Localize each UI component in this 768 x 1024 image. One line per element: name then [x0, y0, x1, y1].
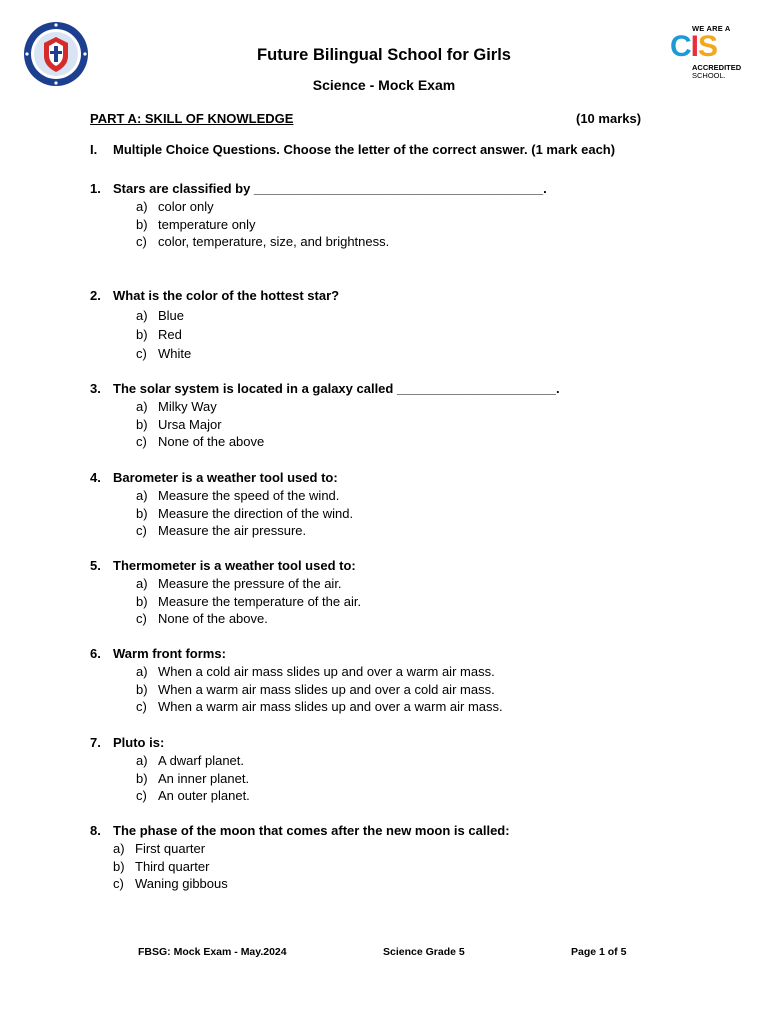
option-b[interactable]: b) An inner planet. — [136, 770, 250, 786]
question-text: Pluto is: — [113, 735, 165, 750]
question-5 — [90, 557, 730, 628]
school-name: Future Bilingual School for Girls — [257, 46, 511, 64]
cis-letter-s: S — [698, 30, 718, 63]
cis-letter-i: I — [690, 30, 699, 63]
question-text: Warm front forms: — [113, 646, 226, 661]
option-a[interactable]: a) Blue — [136, 308, 185, 323]
option-a[interactable]: a) color only — [136, 199, 214, 214]
section-instruction-text: Multiple Choice Questions. Choose the letter of the correct answer. (1 mark each) — [113, 142, 616, 157]
option-a[interactable]: a) Milky Way — [136, 399, 217, 414]
question-6 — [90, 645, 730, 716]
question-2 — [90, 287, 730, 363]
question-number: 3. — [90, 381, 101, 396]
question-number: 6. — [90, 646, 101, 661]
question-text: What is the color of the hottest star? — [113, 288, 340, 303]
option-a[interactable]: a) Measure the speed of the wind. — [136, 488, 340, 503]
option-b[interactable]: b) temperature only — [136, 216, 256, 232]
question-4 — [90, 469, 730, 540]
option-c[interactable]: c) None of the above — [136, 434, 265, 450]
question-text: The phase of the moon that comes after the new moon is called: — [113, 823, 510, 838]
option-b[interactable]: b) When a warm air mass slides up and over a cold air mass. — [136, 681, 495, 697]
option-c[interactable]: c) None of the above. — [136, 611, 268, 627]
option-b[interactable]: b) Measure the temperature of the air. — [136, 593, 362, 609]
option-c[interactable]: c) Waning gibbous — [113, 876, 228, 892]
question-text: Thermometer is a weather tool used to: — [113, 558, 356, 573]
option-b[interactable]: b) Ursa Major — [136, 416, 222, 432]
option-b[interactable]: b) Third quarter — [113, 858, 210, 874]
cis-letter-c: C — [670, 30, 691, 63]
question-number: 5. — [90, 558, 101, 573]
option-a[interactable]: a) First quarter — [113, 841, 206, 856]
section-instruction — [90, 142, 615, 157]
part-heading: PART A: SKILL OF KNOWLEDGE — [90, 111, 294, 126]
question-number: 1. — [90, 181, 101, 196]
question-number: 7. — [90, 735, 101, 750]
exam-title: Science - Mock Exam — [312, 77, 456, 93]
cis-accredited-text: ACCREDITED — [692, 63, 742, 72]
footer-page-number: Page 1 of 5 — [571, 946, 627, 958]
option-c[interactable]: c) When a warm air mass slides up and over a warm air mass. — [136, 699, 503, 715]
option-a[interactable]: a) Measure the pressure of the air. — [136, 576, 342, 591]
option-c[interactable]: c) Measure the air pressure. — [136, 523, 307, 539]
question-7 — [90, 734, 730, 805]
cis-top-text: WE ARE A — [692, 24, 731, 33]
section-number: I. — [90, 142, 98, 157]
footer-subject: Science Grade 5 — [383, 946, 465, 958]
option-a[interactable]: a) When a cold air mass slides up and over a warm air mass. — [136, 664, 495, 679]
question-text: Barometer is a weather tool used to: — [113, 470, 338, 485]
question-text: Stars are classified by ________________________________________. — [113, 181, 547, 196]
question-8 — [90, 822, 730, 893]
part-marks: (10 marks) — [576, 111, 642, 126]
footer-exam-info: FBSG: Mock Exam - May.2024 — [138, 946, 287, 958]
option-b[interactable]: b) Measure the direction of the wind. — [136, 505, 354, 521]
option-c[interactable]: c) White — [136, 346, 192, 361]
question-number: 2. — [90, 288, 101, 303]
question-text: The solar system is located in a galaxy called ______________________. — [113, 381, 560, 396]
option-b[interactable]: b) Red — [136, 327, 182, 342]
question-number: 4. — [90, 470, 101, 485]
option-c[interactable]: c) color, temperature, size, and brightness. — [136, 234, 390, 250]
question-1 — [90, 180, 730, 251]
question-3 — [90, 380, 730, 451]
cis-school-text: SCHOOL. — [692, 71, 726, 80]
option-a[interactable]: a) A dwarf planet. — [136, 753, 244, 768]
question-number: 8. — [90, 823, 101, 838]
option-c[interactable]: c) An outer planet. — [136, 788, 250, 804]
